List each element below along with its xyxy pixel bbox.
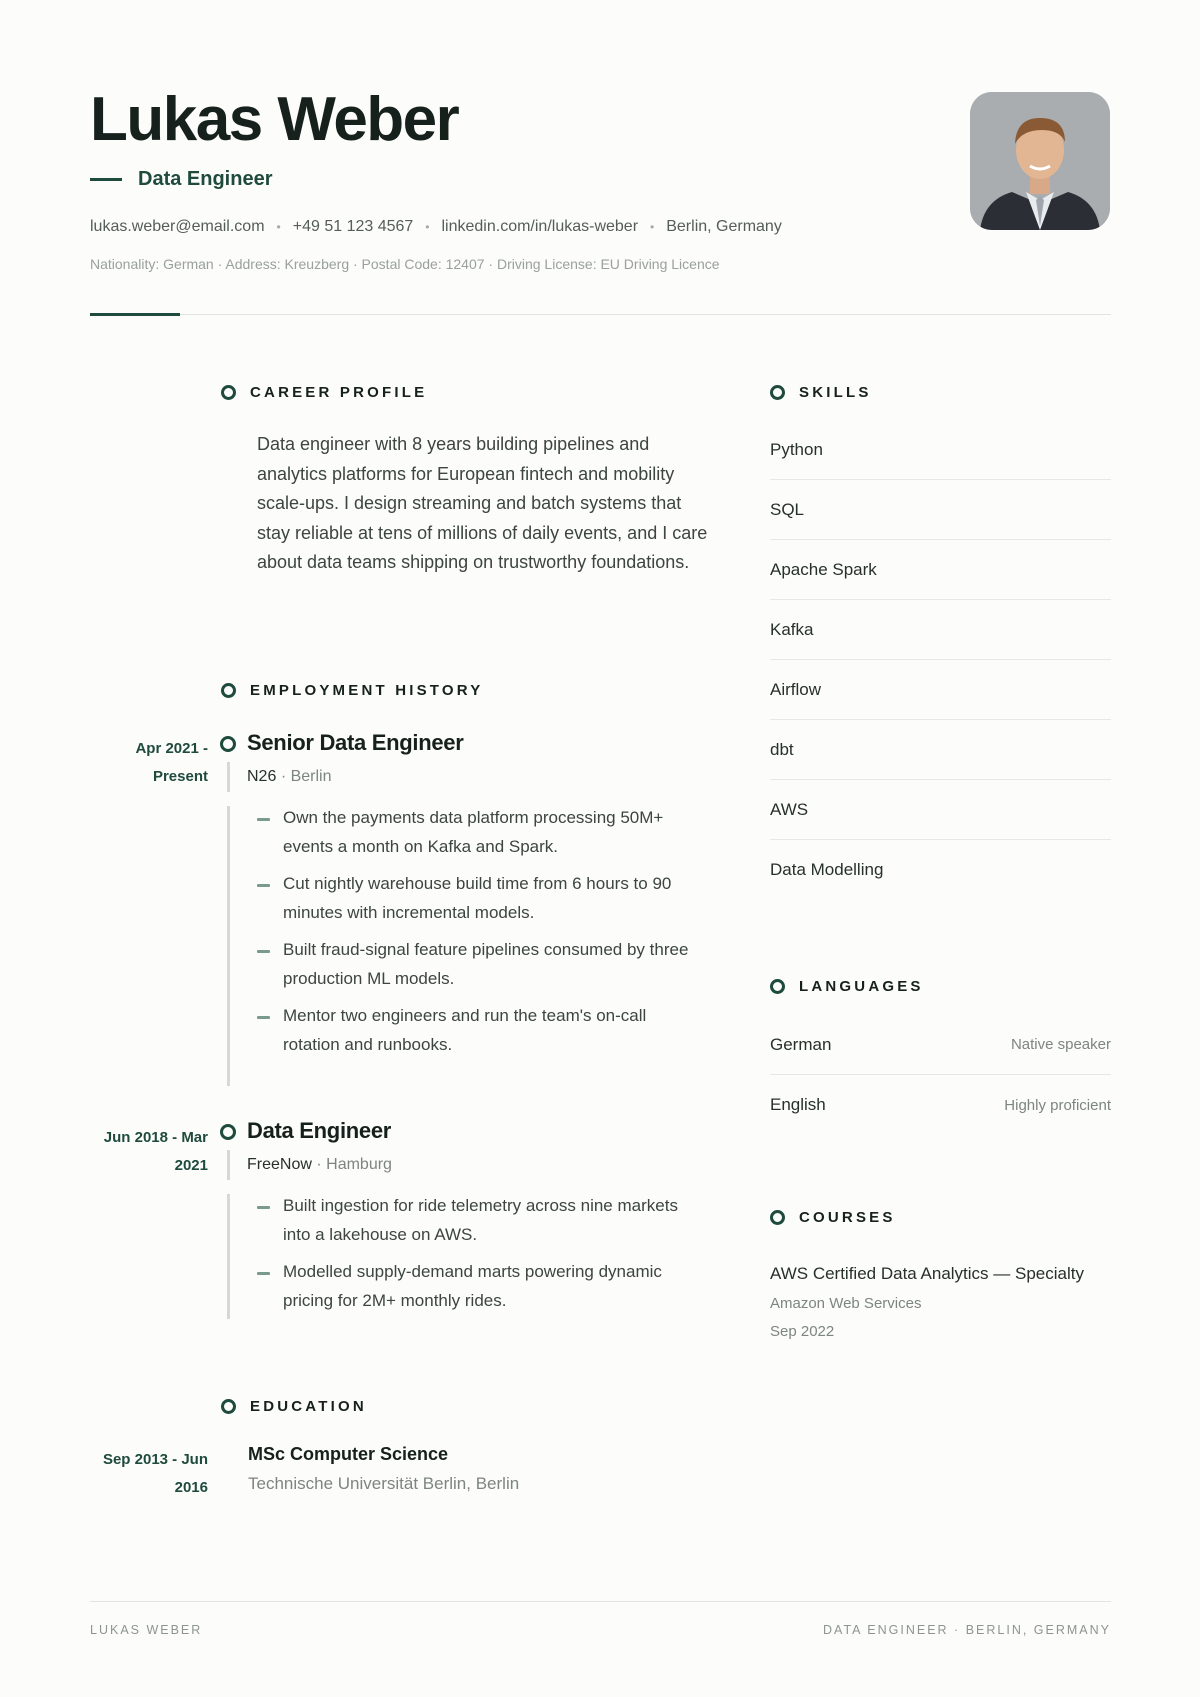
- job-company: [247, 768, 332, 786]
- job-bullet: Built ingestion for ride telemetry across nine markets into a lakehouse on AWS.: [257, 1192, 707, 1249]
- course-title: AWS Certified Data Analytics — Specialty: [770, 1264, 1084, 1283]
- section-title: CAREER PROFILE: [250, 384, 428, 401]
- section-ring-icon: [221, 385, 236, 400]
- company-location: · Hamburg: [316, 1156, 392, 1173]
- job-bullet: Own the payments data platform processing 50M+ events a month on Kafka and Spark.: [257, 804, 707, 861]
- languages-list: [770, 1015, 1111, 1135]
- contact-phone[interactable]: +49 51 123 4567: [292, 218, 414, 235]
- job-date-start: Jun 2018 - Mar: [103, 1129, 208, 1146]
- job-bullet: Modelled supply-demand marts powering dynamic pricing for 2M+ monthly rides.: [257, 1258, 707, 1315]
- timeline-line: [227, 806, 230, 1086]
- job-bullet: Built fraud-signal feature pipelines consumed by three production ML models.: [257, 936, 707, 993]
- section-heading-profile: [221, 384, 427, 401]
- section-heading-employment: [221, 682, 483, 699]
- candidate-name: Lukas Weber: [90, 85, 459, 154]
- job-title-row: [90, 168, 272, 191]
- profile-photo: [970, 92, 1110, 230]
- contact-line: [90, 218, 782, 236]
- section-ring-icon: [221, 1399, 236, 1414]
- education-school: Technische Universität Berlin, Berlin: [248, 1474, 520, 1493]
- course-organization: Amazon Web Services: [770, 1295, 922, 1312]
- language-item: [770, 1015, 1111, 1075]
- skill-item: AWS: [770, 780, 1111, 840]
- skill-item: dbt: [770, 720, 1111, 780]
- section-heading-skills: [770, 384, 872, 401]
- education-degree: MSc Computer Science: [248, 1444, 449, 1464]
- education-date-start: Sep 2013 - Jun: [102, 1451, 208, 1468]
- section-title: COURSES: [799, 1209, 896, 1226]
- section-heading-courses: [770, 1209, 896, 1226]
- skill-item: Apache Spark: [770, 540, 1111, 600]
- timeline-line: [227, 762, 230, 792]
- language-item: [770, 1075, 1111, 1135]
- job-bullet-list: [257, 1192, 707, 1324]
- section-title: EMPLOYMENT HISTORY: [250, 682, 484, 699]
- skill-item: Python: [770, 420, 1111, 480]
- section-heading-education: [221, 1398, 367, 1415]
- contact-email[interactable]: lukas.weber@email.com: [90, 218, 265, 235]
- education-date: [88, 1446, 208, 1502]
- section-ring-icon: [221, 683, 236, 698]
- title-dash-decoration: [90, 178, 122, 181]
- timeline-line: [227, 1150, 230, 1180]
- company-location: · Berlin: [280, 768, 332, 785]
- job-bullet: Cut nightly warehouse build time from 6 hours to 90 minutes with incremental models.: [257, 870, 707, 927]
- skill-item: Airflow: [770, 660, 1111, 720]
- header-divider: [90, 314, 1111, 315]
- person-portrait-icon: [970, 92, 1110, 230]
- job-bullet: Mentor two engineers and run the team's on-call rotation and runbooks.: [257, 1002, 707, 1059]
- job-title: Data Engineer: [138, 168, 273, 190]
- job-role: Senior Data Engineer: [247, 730, 464, 755]
- footer-name: LUKAS WEBER: [90, 1623, 203, 1637]
- timeline-node-icon: [220, 736, 236, 752]
- job-company: [247, 1156, 392, 1174]
- job-date-end: Present: [152, 768, 208, 785]
- career-profile-text: Data engineer with 8 years building pipelines and analytics platforms for European fintech and mobility scale-ups. I design streaming and batch systems that stay reliable at tens of millions of daily events, and I care about data teams shipping on trustworthy foundations.: [257, 434, 708, 572]
- job-date: [88, 1124, 208, 1180]
- company-name: N26: [247, 768, 277, 785]
- timeline-node-icon: [220, 1124, 236, 1140]
- skill-item: Kafka: [770, 600, 1111, 660]
- company-name: FreeNow: [247, 1156, 312, 1173]
- job-bullet-list: [257, 804, 707, 1068]
- section-ring-icon: [770, 979, 785, 994]
- language-level: Native speaker: [1010, 1036, 1111, 1053]
- job-date: [88, 735, 208, 791]
- section-title: EDUCATION: [250, 1398, 367, 1415]
- language-name: German: [770, 1034, 832, 1054]
- contact-location: Berlin, Germany: [666, 218, 782, 235]
- separator-dot: •: [425, 220, 430, 234]
- job-date-start: Apr 2021 -: [135, 740, 208, 757]
- timeline-line: [227, 1194, 230, 1319]
- section-title: LANGUAGES: [799, 978, 924, 995]
- language-name: English: [770, 1095, 826, 1114]
- section-title: SKILLS: [799, 384, 872, 401]
- footer-divider: [90, 1601, 1111, 1602]
- footer-role-location: DATA ENGINEER · BERLIN, GERMANY: [823, 1623, 1111, 1637]
- job-date-end: 2021: [174, 1157, 208, 1174]
- skill-item: SQL: [770, 480, 1111, 540]
- section-ring-icon: [770, 1210, 785, 1225]
- education-date-end: 2016: [174, 1479, 208, 1496]
- section-heading-languages: [770, 978, 924, 995]
- job-role: Data Engineer: [247, 1118, 392, 1143]
- header-divider-accent: [90, 313, 180, 316]
- personal-details: Nationality: German · Address: Kreuzberg · Postal Code: 12407 · Driving License: EU Driving Licence: [90, 256, 720, 272]
- course-date: Sep 2022: [770, 1323, 835, 1340]
- separator-dot: •: [650, 220, 655, 234]
- skills-list: [770, 420, 1111, 900]
- skill-item: Data Modelling: [770, 860, 884, 879]
- section-ring-icon: [770, 385, 785, 400]
- separator-dot: •: [276, 220, 281, 234]
- contact-linkedin[interactable]: linkedin.com/in/lukas-weber: [441, 218, 639, 235]
- language-level: Highly proficient: [1004, 1096, 1111, 1114]
